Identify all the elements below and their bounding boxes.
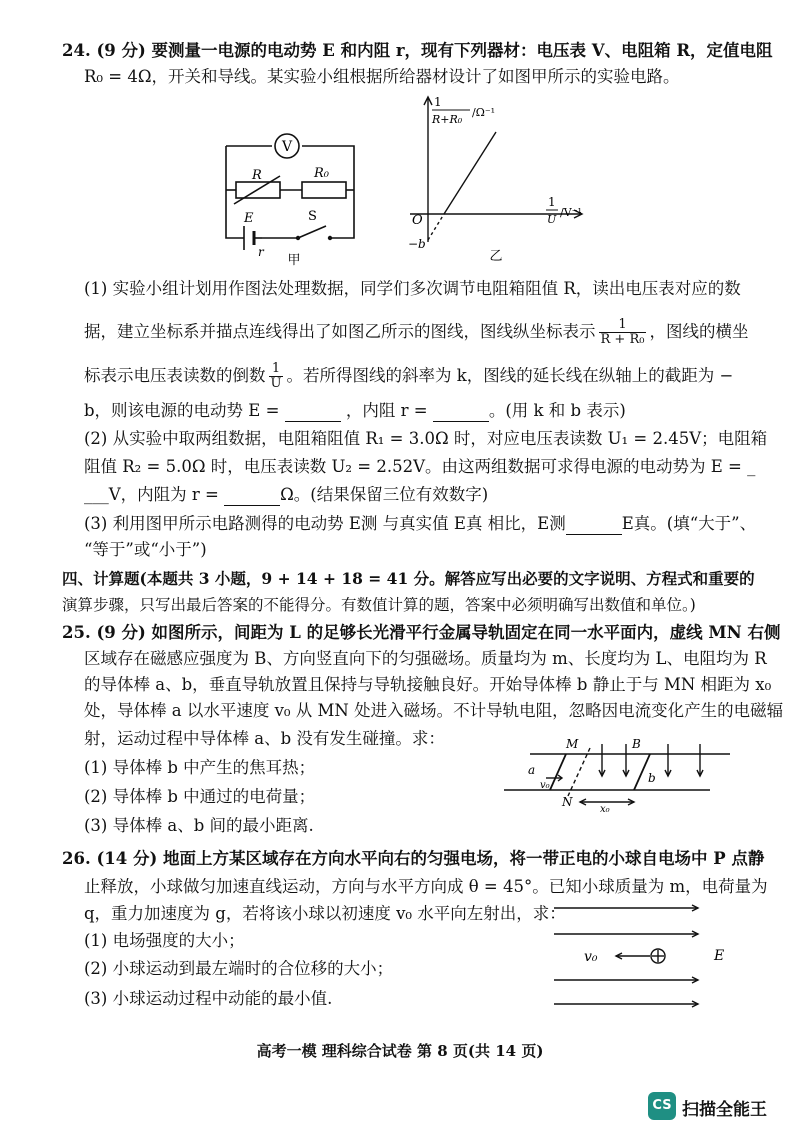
- section4-header: 四、计算题(本题共 3 小题，9 + 14 + 18 = 41 分。解答应写出必要的文字说明、方程式和重要的: [62, 569, 755, 588]
- q26-sub1: (1) 电场强度的大小；: [84, 931, 245, 950]
- q24-p1-line2: [84, 318, 752, 347]
- rheostat-label: R: [252, 168, 262, 183]
- q24-header: 24. (9 分) 要测量一电源的电动势 E 和内阻 r，现有下列器材：电压表 V、电阻箱 R，定值电阻: [62, 41, 773, 60]
- label-x0: x₀: [600, 804, 610, 814]
- answer-blank-r[interactable]: [433, 405, 489, 422]
- q24-p2-line1: (2) 从实验中取两组数据，电阻箱阻值 R₁ = 3.0Ω 时，对应电压表读数 U₁ = 2.45V；电阻箱: [84, 429, 768, 448]
- q24-p1-line4: b，则该电源的电动势 E = ，内阻 r = 。(用 k 和 b 表示): [84, 401, 626, 420]
- label-e-field: E: [714, 948, 725, 964]
- label-m: M: [566, 737, 579, 751]
- camscanner-logo-icon: CS: [648, 1092, 676, 1120]
- x-axis-den: U: [547, 213, 557, 226]
- q24-p3-line2: “等于”或“小于”): [84, 540, 207, 559]
- q26-field-figure: [548, 896, 748, 1016]
- figure-yi-caption: 乙: [489, 249, 503, 264]
- r0-label: R₀: [314, 166, 329, 181]
- battery-e-label: E: [244, 211, 254, 226]
- label-rod-a: a: [528, 763, 536, 777]
- y-axis-den: R+R₀: [432, 113, 463, 126]
- q26-sub3: (3) 小球运动过程中动能的最小值.: [84, 989, 333, 1008]
- origin-label: O: [412, 213, 423, 228]
- q25-sub3: (3) 导体棒 a、b 间的最小距离.: [84, 816, 314, 835]
- y-axis-unit: /Ω⁻¹: [472, 106, 496, 119]
- q25-sub2: (2) 导体棒 b 中通过的电荷量；: [84, 787, 316, 806]
- y-axis-num: 1: [434, 95, 442, 109]
- q25-rails-figure: [500, 734, 740, 814]
- q24-p3-line1: (3) 利用图甲所示电路测得的电动势 E测 与真实值 E真 相比，E测 E真。(填“大于”、: [84, 514, 757, 533]
- battery-r-label: r: [258, 245, 264, 259]
- fraction-1-over-r-r0: $\frac{1}{\text{R + R₀}}$: [600, 317, 645, 347]
- q24-p1-line3-text: 标表示电压表读数的倒数: [84, 366, 266, 385]
- q25-sub1: (1) 导体棒 b 中产生的焦耳热；: [84, 758, 316, 777]
- figure-yi-graph: [404, 92, 604, 272]
- q24-p1-line2-tail: ，图线的横坐: [649, 322, 749, 341]
- q24-p1-line3-tail: 。若所得图线的斜率为 k，图线的延长线在纵轴上的截距为 −: [286, 366, 734, 385]
- q24-p1-line1: (1) 实验小组计划用作图法处理数据，同学们多次调节电阻箱阻值 R，读出电压表对应的数: [84, 279, 741, 298]
- q26-line2: 止释放，小球做匀加速直线运动，方向与水平方向成 θ = 45°。已知小球质量为 m，电荷量为: [84, 877, 768, 896]
- scanner-watermark: [648, 1090, 788, 1122]
- intercept-label: −b: [408, 237, 426, 251]
- fraction-1-over-u: $\frac{1}{U}$: [270, 361, 282, 391]
- voltmeter-label: V: [281, 139, 293, 155]
- answer-blank-compare[interactable]: [566, 518, 622, 535]
- figure-jia-circuit: [214, 118, 384, 268]
- section4-header-cont: 演算步骤，只写出最后答案的不能得分。有数值计算的题，答案中必须明确写出数值和单位。): [62, 596, 696, 614]
- figure-jia-caption: 甲: [287, 253, 301, 268]
- q25-line3: 的导体棒 a、b，垂直导轨放置且保持与导轨接触良好。开始导体棒 b 静止于与 MN 相距为 x₀: [84, 675, 772, 694]
- label-b-field: B: [632, 737, 641, 751]
- switch-label: S: [308, 209, 317, 224]
- q26-sub2: (2) 小球运动到最左端时的合位移的大小；: [84, 959, 394, 978]
- label-rod-b: b: [648, 771, 656, 785]
- q24-p1-line3: [84, 362, 752, 391]
- q26-line3: q，重力加速度为 g，若将该小球以初速度 v₀ 水平向左射出，求：: [84, 904, 566, 923]
- label-n: N: [562, 795, 573, 809]
- answer-blank-e[interactable]: [285, 405, 341, 422]
- label-v0-q26: v₀: [584, 949, 598, 965]
- x-axis-num: 1: [548, 195, 556, 209]
- q25-line1: 25. (9 分) 如图所示，间距为 L 的足够长光滑平行金属导轨固定在同一水平面内，虚线 MN 右侧: [62, 623, 781, 642]
- camscanner-text: 扫描全能王: [682, 1100, 767, 1120]
- q24-p2-line3: ___V，内阻为 r = Ω。(结果保留三位有效数字): [84, 485, 489, 504]
- label-v0: v₀: [540, 780, 550, 791]
- q25-line4: 处，导体棒 a 以水平速度 v₀ 从 MN 处进入磁场。不计导轨电阻，忽略因电流变化产生的电磁辐: [84, 701, 784, 720]
- x-axis-unit: /V⁻¹: [560, 206, 582, 219]
- q25-line2: 区域存在磁感应强度为 B、方向竖直向下的匀强磁场。质量均为 m、长度均为 L、电阻均为 R: [84, 649, 767, 668]
- q24-p2-line2: 阻值 R₂ = 5.0Ω 时，电压表读数 U₂ = 2.52V。由这两组数据可求得电源的电动势为 E = _: [84, 457, 756, 476]
- answer-blank-r2[interactable]: [224, 489, 280, 506]
- q26-line1: 26. (14 分) 地面上方某区域存在方向水平向右的匀强电场，将一带正电的小球自电场中 P 点静: [62, 849, 765, 868]
- page-footer: 高考一模 理科综合试卷 第 8 页(共 14 页): [256, 1042, 544, 1060]
- q25-line5: 射，运动过程中导体棒 a、b 没有发生碰撞。求：: [84, 729, 445, 748]
- q24-header-cont: R₀ = 4Ω，开关和导线。某实验小组根据所给器材设计了如图甲所示的实验电路。: [84, 67, 680, 86]
- q24-p1-line2-text: 据，建立坐标系并描点连线得出了如图乙所示的图线，图线纵坐标表示: [84, 322, 596, 341]
